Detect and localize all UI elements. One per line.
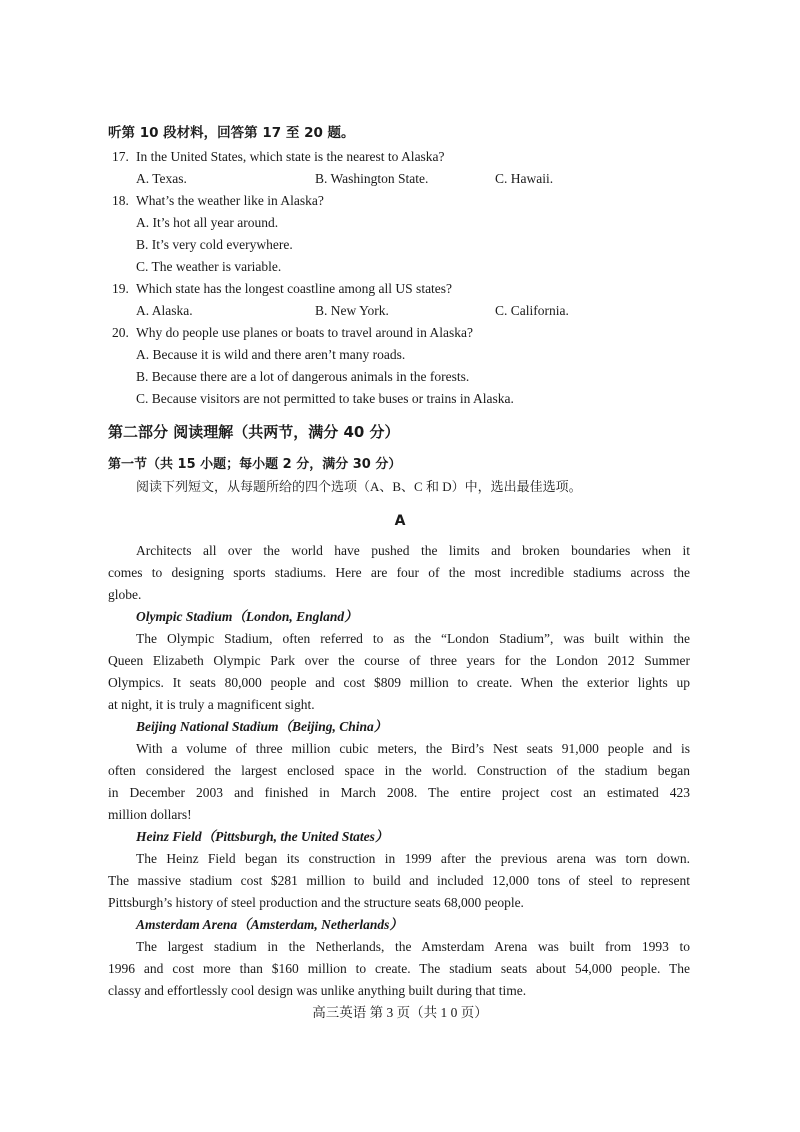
section-instruction: 阅读下列短文，从每题所给的四个选项（A、B、C 和 D）中，选出最佳选项。: [136, 479, 582, 494]
option-b: B. Because there are a lot of dangerous animals in the forests.: [136, 369, 470, 384]
text-line: globe.: [108, 587, 142, 602]
text-line: Architects all over the world have pushed the limits and broken boundaries when it: [136, 543, 690, 558]
option-b: B. It’s very cold everywhere.: [136, 237, 293, 252]
question-text: Why do people use planes or boats to travel around in Alaska?: [136, 325, 474, 340]
option-c: C. Hawaii.: [495, 171, 554, 186]
option-a: A. Alaska.: [136, 303, 193, 318]
part-title: 第二部分 阅读理解（共两节，满分 40 分）: [108, 423, 400, 441]
option-a: A. It’s hot all year around.: [136, 215, 279, 230]
option-c: C. California.: [495, 303, 569, 318]
text-line: often considered the largest enclosed space in the world. Construction of the stadium began: [108, 763, 690, 778]
text-line: Olympics. It seats 80,000 people and cost $809 million to create. When the exterior lights up: [108, 675, 690, 690]
text-line: in December 2003 and finished in March 2008. The entire project cost an estimated 423: [108, 785, 690, 800]
text-line: The largest stadium in the Netherlands, the Amsterdam Arena was built from 1993 to: [136, 939, 690, 954]
question-number: 18.: [112, 193, 129, 208]
text-line: comes to designing sports stadiums. Here are four of the most incredible stadiums across the: [108, 565, 690, 580]
option-c: C. The weather is variable.: [136, 259, 282, 274]
option-a: A. Texas.: [136, 171, 187, 186]
question-text: What’s the weather like in Alaska?: [136, 193, 324, 208]
option-b: B. Washington State.: [315, 171, 429, 186]
text-line: 1996 and cost more than $160 million to create. The stadium seats about 54,000 people. The: [108, 961, 690, 976]
passage-letter: A: [394, 513, 406, 529]
stadium-heading: Olympic Stadium（London, England）: [136, 609, 358, 624]
text-line: at night, it is truly a magnificent sight.: [108, 697, 315, 712]
text-line: The Heinz Field began its construction in 1999 after the previous arena was torn down.: [136, 851, 690, 866]
stadium-heading: Heinz Field（Pittsburgh, the United States）: [136, 829, 389, 844]
option-a: A. Because it is wild and there aren’t many roads.: [136, 347, 406, 362]
text-line: With a volume of three million cubic meters, the Bird’s Nest seats 91,000 people and is: [136, 741, 690, 756]
option-c: C. Because visitors are not permitted to take buses or trains in Alaska.: [136, 391, 514, 406]
option-b: B. New York.: [315, 303, 389, 318]
question-text: In the United States, which state is the nearest to Alaska?: [136, 149, 445, 164]
text-line: classy and effortlessly cool design was unlike anything built during that time.: [108, 983, 527, 998]
page-footer: 高三英语 第 3 页（共 1 0 页）: [312, 1005, 488, 1020]
listening-instruction: 听第 10 段材料，回答第 17 至 20 题。: [108, 125, 355, 141]
text-line: million dollars!: [108, 807, 192, 822]
stadium-heading: Beijing National Stadium（Beijing, China）: [136, 719, 388, 734]
question-number: 20.: [112, 325, 129, 340]
question-number: 17.: [112, 149, 129, 164]
section-title: 第一节（共 15 小题；每小题 2 分，满分 30 分）: [108, 457, 402, 472]
question-text: Which state has the longest coastline among all US states?: [136, 281, 453, 296]
text-line: Pittsburgh’s history of steel production and the structure seats 68,000 people.: [108, 895, 524, 910]
text-line: The Olympic Stadium, often referred to as the “London Stadium”, was built within the: [136, 631, 690, 646]
stadium-heading: Amsterdam Arena（Amsterdam, Netherlands）: [136, 917, 403, 932]
text-line: Queen Elizabeth Olympic Park over the course of three years for the London 2012 Summer: [108, 653, 690, 668]
question-number: 19.: [112, 281, 129, 296]
text-line: The massive stadium cost $281 million to build and included 12,000 tons of steel to represent: [108, 873, 690, 888]
